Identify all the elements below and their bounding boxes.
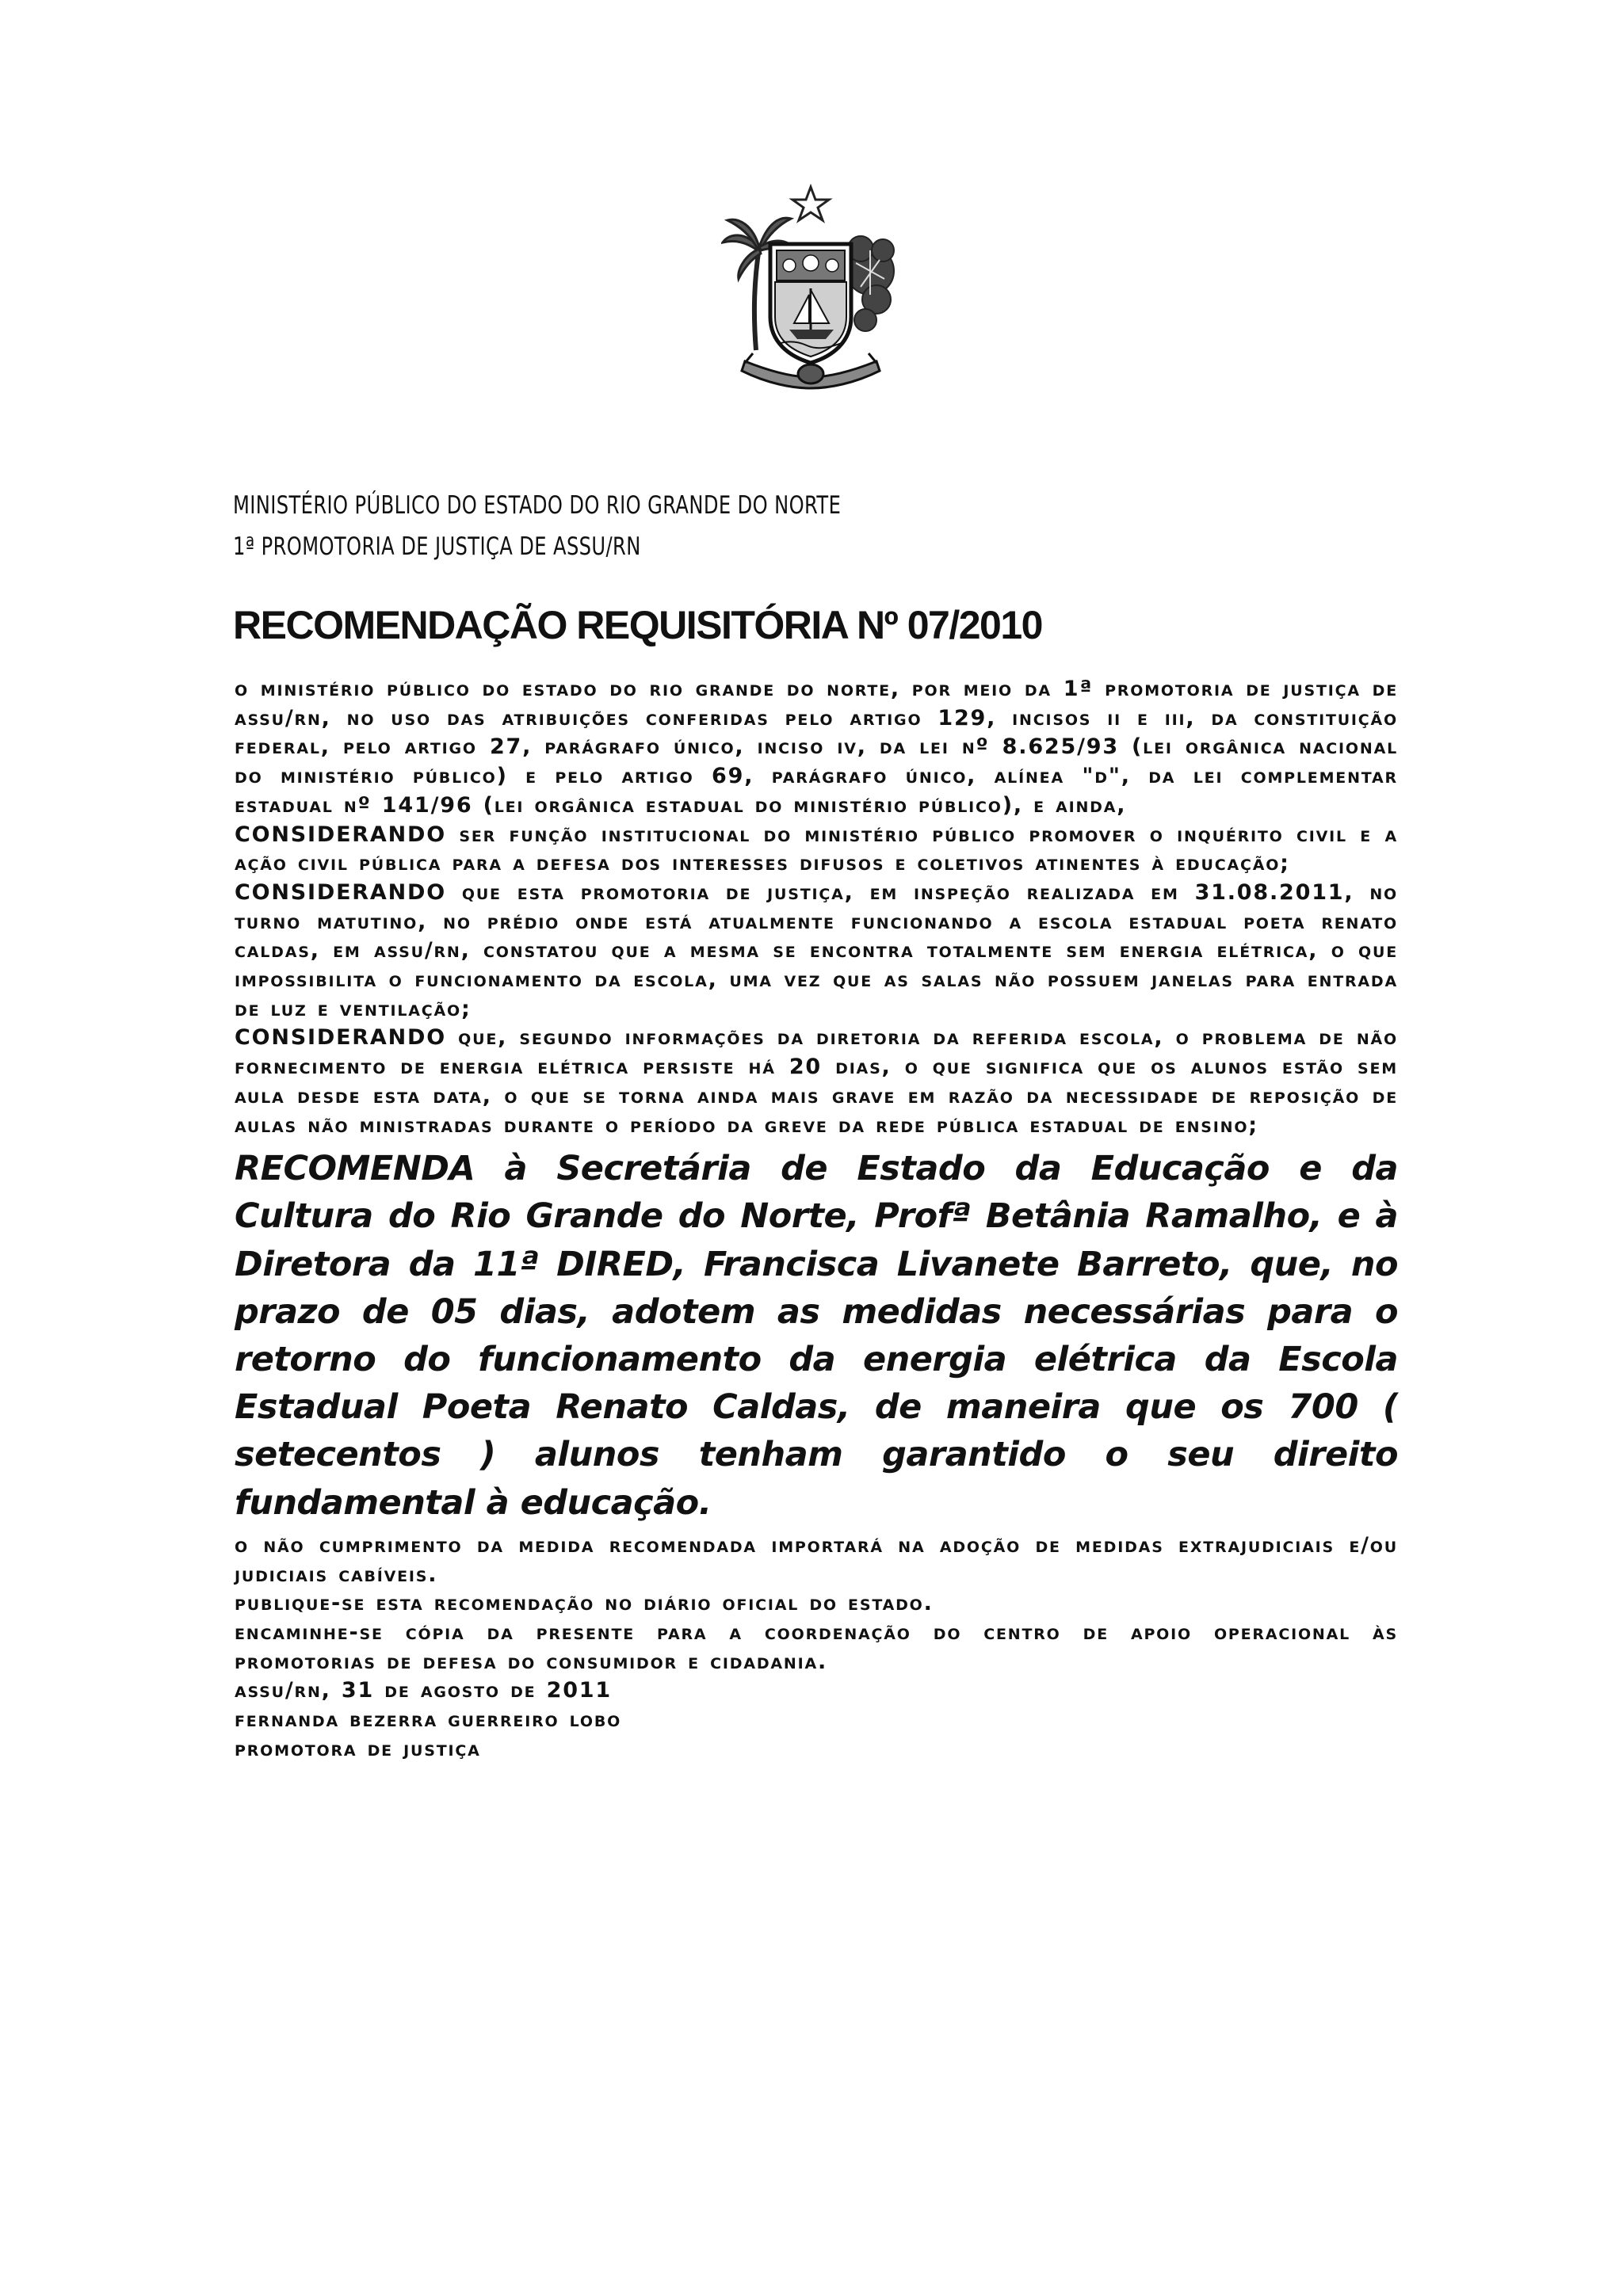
signatory-role: promotora de justiça [235, 1736, 481, 1761]
considerando-text: que, segundo informações da diretoria da referida escola, o problema de não fornecimento de energia elétrica persiste há 20 dias, o que significa que os alunos estão sem aula desde esta data, o que se torna ainda mais grave em razão da necessidade de reposição de aulas não ministradas durante o período da greve da rede pública estadual de ensino; [235, 1025, 1398, 1138]
recomenda-text: à Secretária de Estado da Educação e da Cultura do Rio Grande do Norte, Profª Betânia Ramalho, e à Diretora da 11ª DIRED, Francisca Livanete Barreto, que, no prazo de 05 dias, adotem as medidas necessárias para o retorno do funcionamento da energia elétrica da Escola Estadual Poeta Renato Caldas, de maneira que os 700 ( setecentos ) alunos tenham garantido o seu direito fundamental à educação. [235, 1149, 1398, 1523]
place-and-date: assu/rn, 31 de agosto de 2011 [235, 1678, 612, 1703]
recomenda-keyword: RECOMENDA [235, 1149, 475, 1189]
considerando-keyword: CONSIDERANDO [235, 1025, 446, 1051]
state-coat-of-arms-icon [721, 184, 900, 391]
considerando-paragraph-1 [235, 821, 1398, 879]
nao-cumprimento-paragraph: o não cumprimento da medida recomendada importará na adoção de medidas extrajudiciais e/ou judiciais cabíveis. [235, 1532, 1398, 1587]
document-header [233, 485, 1390, 567]
document-title: RECOMENDAÇÃO REQUISITÓRIA Nº 07/2010 [233, 603, 1042, 647]
signatory-name: fernanda bezerra guerreiro lobo [235, 1707, 622, 1733]
document-body [235, 675, 1398, 1764]
recomenda-paragraph [235, 1145, 1398, 1527]
considerando-text: que esta promotoria de justiça, em inspeção realizada em 31.08.2011, no turno matutino, no prédio onde está atualmente funcionando a escola estadual poeta renato caldas, em assu/rn, constatou que a mesma se encontra totalmente sem energia elétrica, o que impossibilita o funcionamento da escola, uma vez que as salas não possuem janelas para entrada de luz e ventilação; [235, 879, 1398, 1021]
intro-paragraph: o ministério público do estado do rio grande do norte, por meio da 1ª promotoria de justiça de assu/rn, no uso das atribuições conferidas pelo artigo 129, incisos ii e iii, da constituição federal, pelo artigo 27, parágrafo único, inciso iv, da lei nº 8.625/93 (lei orgânica nacional do ministério público) e pelo artigo 69, parágrafo único, alínea "d", da lei complementar estadual nº 141/96 (lei orgânica estadual do ministério público), e ainda, [235, 677, 1398, 818]
institution-name: MINISTÉRIO PÚBLICO DO ESTADO DO RIO GRANDE DO NORTE [233, 491, 842, 520]
considerando-text: ser função institucional do ministério público promover o inquérito civil e a ação civil pública para a defesa dos interesses difusos e coletivos atinentes à educação; [235, 822, 1398, 876]
promotoria-name: 1ª PROMOTORIA DE JUSTIÇA DE ASSU/RN [233, 532, 641, 561]
considerando-keyword: CONSIDERANDO [235, 822, 446, 847]
considerando-keyword: CONSIDERANDO [235, 879, 446, 905]
considerando-paragraph-2 [235, 879, 1398, 1024]
encaminhe-paragraph: encaminhe-se cópia da presente para a coordenação do centro de apoio operacional às promotorias de defesa do consumidor e cidadania. [235, 1619, 1398, 1674]
publique-paragraph: publique-se esta recomendação no diário oficial do estado. [235, 1591, 934, 1616]
considerando-paragraph-3 [235, 1024, 1398, 1140]
